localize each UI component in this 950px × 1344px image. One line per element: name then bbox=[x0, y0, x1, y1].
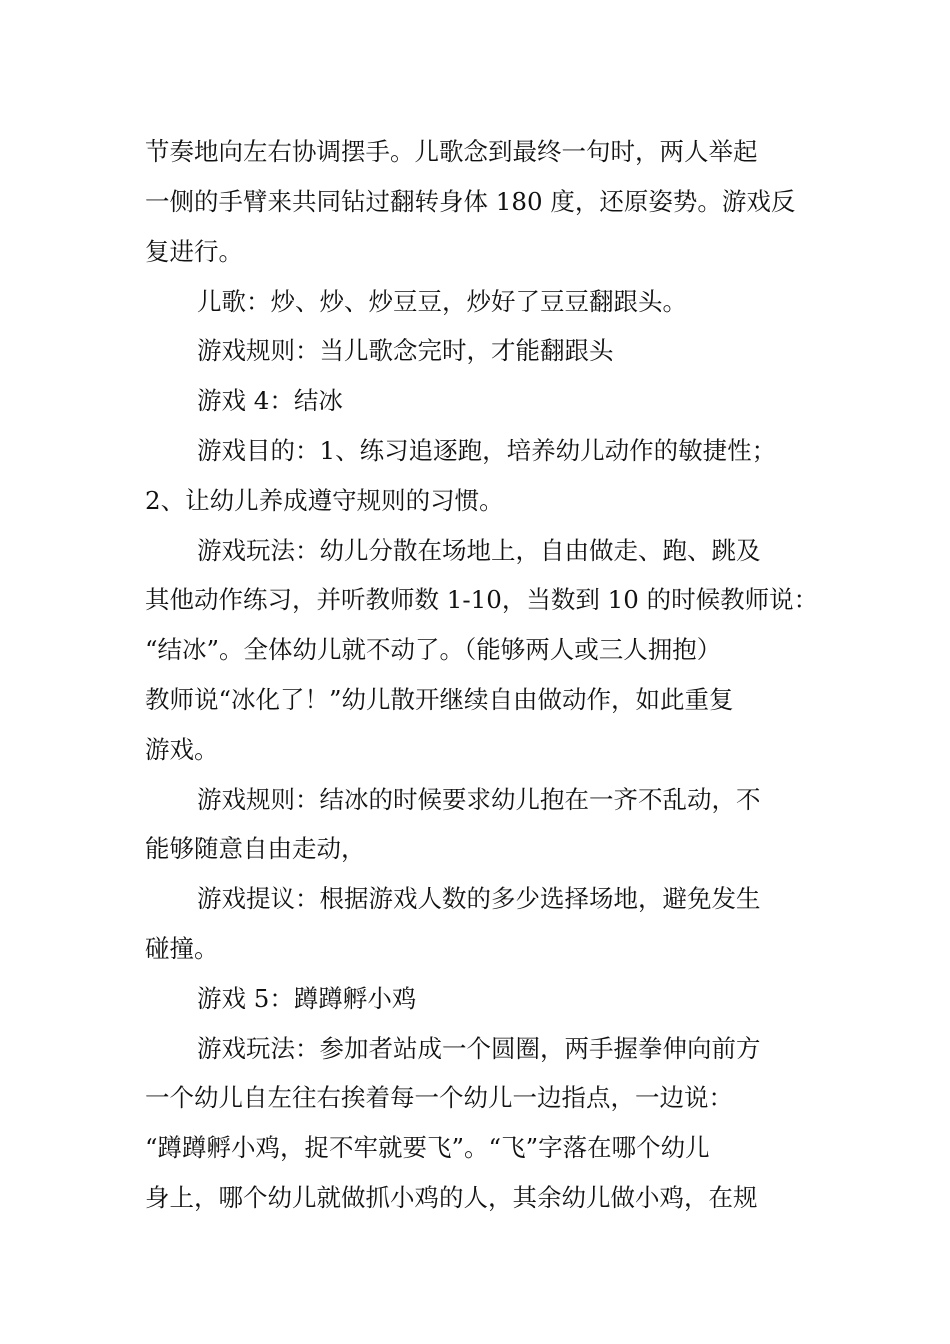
game-4-suggestion: 游戏提议：根据游戏人数的多少选择场地，避免发生 bbox=[197, 884, 761, 913]
game-4-method: 游戏玩法：幼儿分散在场地上，自由做走、跑、跳及 bbox=[197, 536, 761, 565]
text-line-3: 复进行。 bbox=[145, 237, 243, 266]
game-5-heading: 游戏 5：蹲蹲孵小鸡 bbox=[197, 984, 417, 1013]
game-5-method-cont-1: 一个幼儿自左往右挨着每一个幼儿一边指点，一边说： bbox=[145, 1083, 733, 1112]
game-5-method-cont-2: “蹲蹲孵小鸡，捉不牢就要飞”。“飞”字落在哪个幼儿 bbox=[145, 1133, 710, 1162]
game-4-purpose-cont: 2、让幼儿养成遵守规则的习惯。 bbox=[145, 486, 504, 515]
game-4-method-cont-4: 游戏。 bbox=[145, 735, 219, 764]
game-4-purpose: 游戏目的：1、练习追逐跑，培养幼儿动作的敏捷性； bbox=[197, 436, 777, 465]
game-5-method: 游戏玩法：参加者站成一个圆圈，两手握拳伸向前方 bbox=[197, 1034, 761, 1063]
game-4-method-cont-1: 其他动作练习，并听教师数 1-10，当数到 10 的时候教师说： bbox=[145, 585, 819, 614]
game-4-method-cont-3: 教师说“冰化了！”幼儿散开继续自由做动作，如此重复 bbox=[145, 685, 734, 714]
game-4-rule-cont: 能够随意自由走动， bbox=[145, 834, 366, 863]
game-4-method-cont-2: “结冰”。全体幼儿就不动了。（能够两人或三人拥抱） bbox=[145, 635, 722, 664]
game-rule-line: 游戏规则：当儿歌念完时，才能翻跟头 bbox=[197, 336, 614, 365]
nursery-rhyme-line: 儿歌：炒、炒、炒豆豆，炒好了豆豆翻跟头。 bbox=[197, 287, 687, 316]
game-4-suggestion-cont: 碰撞。 bbox=[145, 934, 219, 963]
text-line-2: 一侧的手臂来共同钻过翻转身体 180 度，还原姿势。游戏反 bbox=[145, 187, 796, 216]
text-line-1: 节奏地向左右协调摆手。儿歌念到最终一句时，两人举起 bbox=[145, 137, 758, 166]
game-4-heading: 游戏 4：结冰 bbox=[197, 386, 343, 415]
game-4-rule: 游戏规则：结冰的时候要求幼儿抱在一齐不乱动，不 bbox=[197, 785, 761, 814]
game-5-method-cont-3: 身上，哪个幼儿就做抓小鸡的人，其余幼儿做小鸡，在规 bbox=[145, 1183, 758, 1212]
